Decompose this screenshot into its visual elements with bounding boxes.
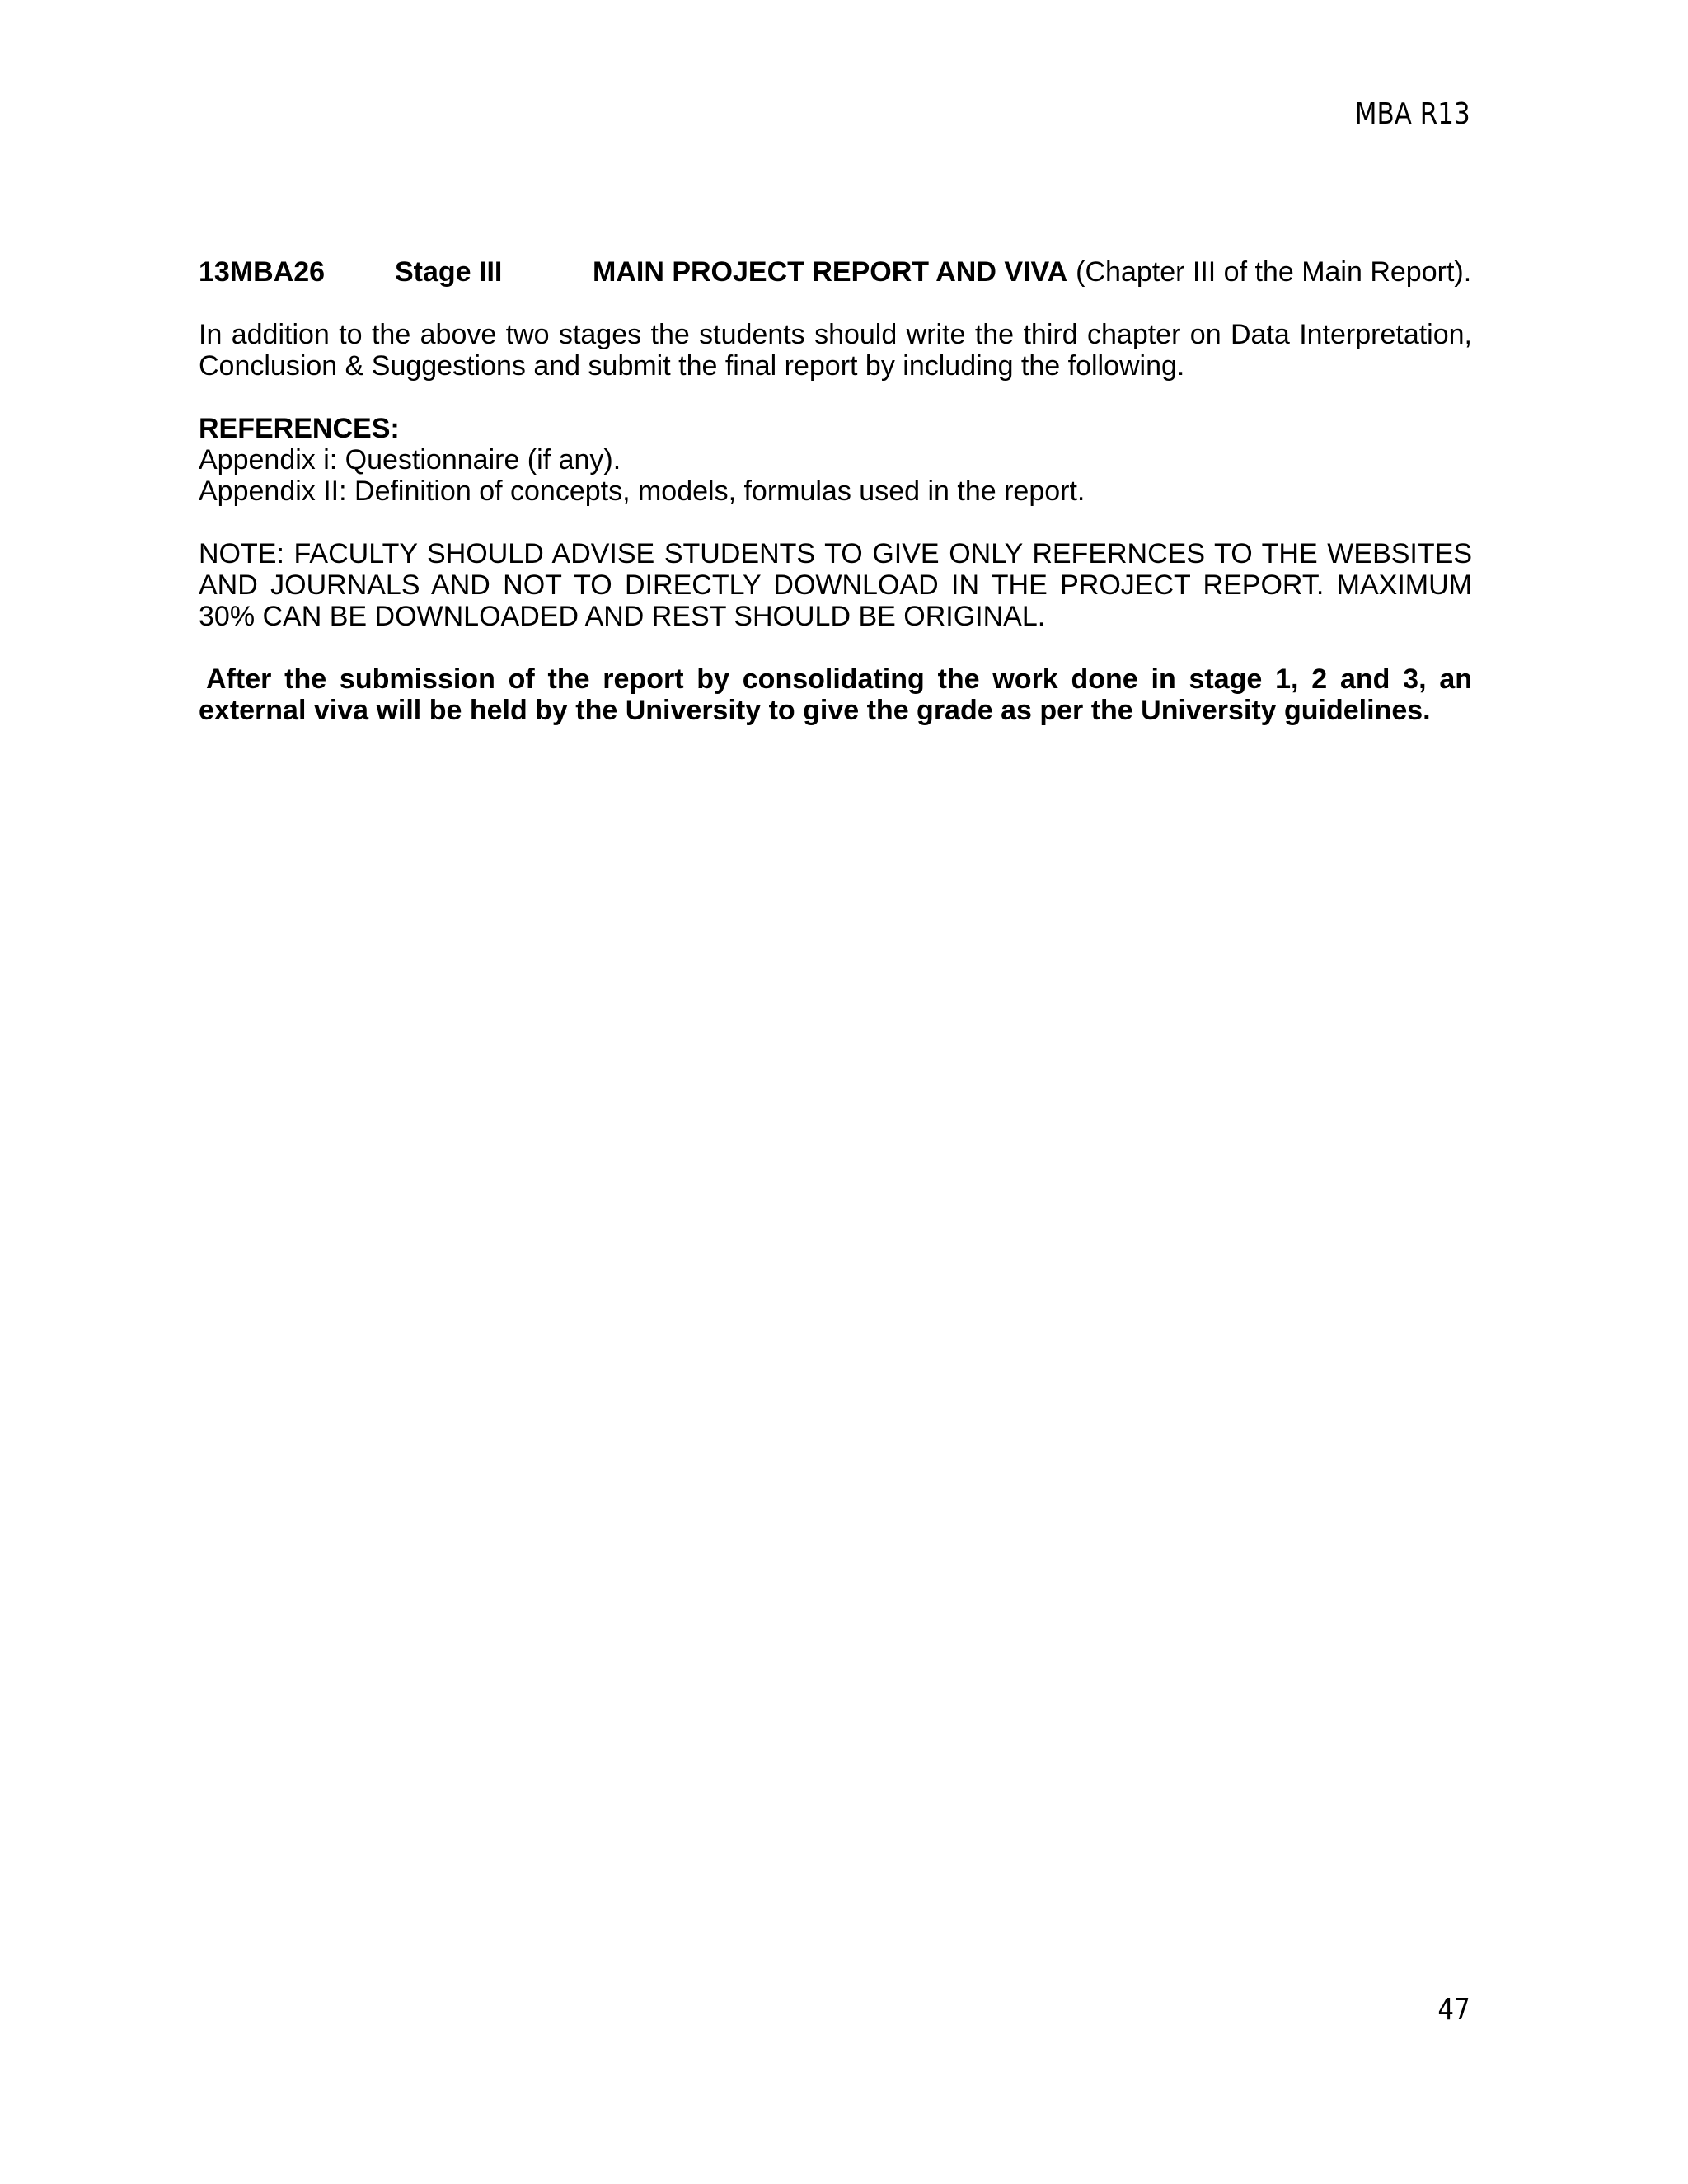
references-heading: REFERENCES: [199,413,400,444]
reference-item: Appendix i: Questionnaire (if any). [199,444,621,476]
course-title: MAIN PROJECT REPORT AND VIVA [593,256,1068,288]
intro-paragraph: In addition to the above two stages the students should write the third chapter on Data Interpretation, Conclusion & Suggestions and submit the final report by including the following. [199,319,1472,382]
reference-item: Appendix II: Definition of concepts, models, formulas used in the report. [199,476,1085,507]
course-heading [199,256,1472,288]
note-paragraph: NOTE: FACULTY SHOULD ADVISE STUDENTS TO GIVE ONLY REFERNCES TO THE WEBSITES AND JOURNALS AND NOT TO DIRECTLY DOWNLOAD IN THE PROJECT REPORT. MAXIMUM 30% CAN BE DOWNLOADED AND REST SHOULD BE ORIGINAL. [199,538,1472,632]
page-body [199,256,1472,726]
course-code: 13MBA26 [199,256,326,288]
course-subtitle: (Chapter III of the Main Report). [1076,256,1472,288]
course-stage: Stage III [395,256,503,288]
running-header: MBA R13 [1355,97,1470,131]
page-number: 47 [1437,1993,1470,2027]
closing-paragraph: After the submission of the report by consolidating the work done in stage 1, 2 and 3, an external viva will be held by the University to give the grade as per the University guidelines. [199,663,1472,726]
